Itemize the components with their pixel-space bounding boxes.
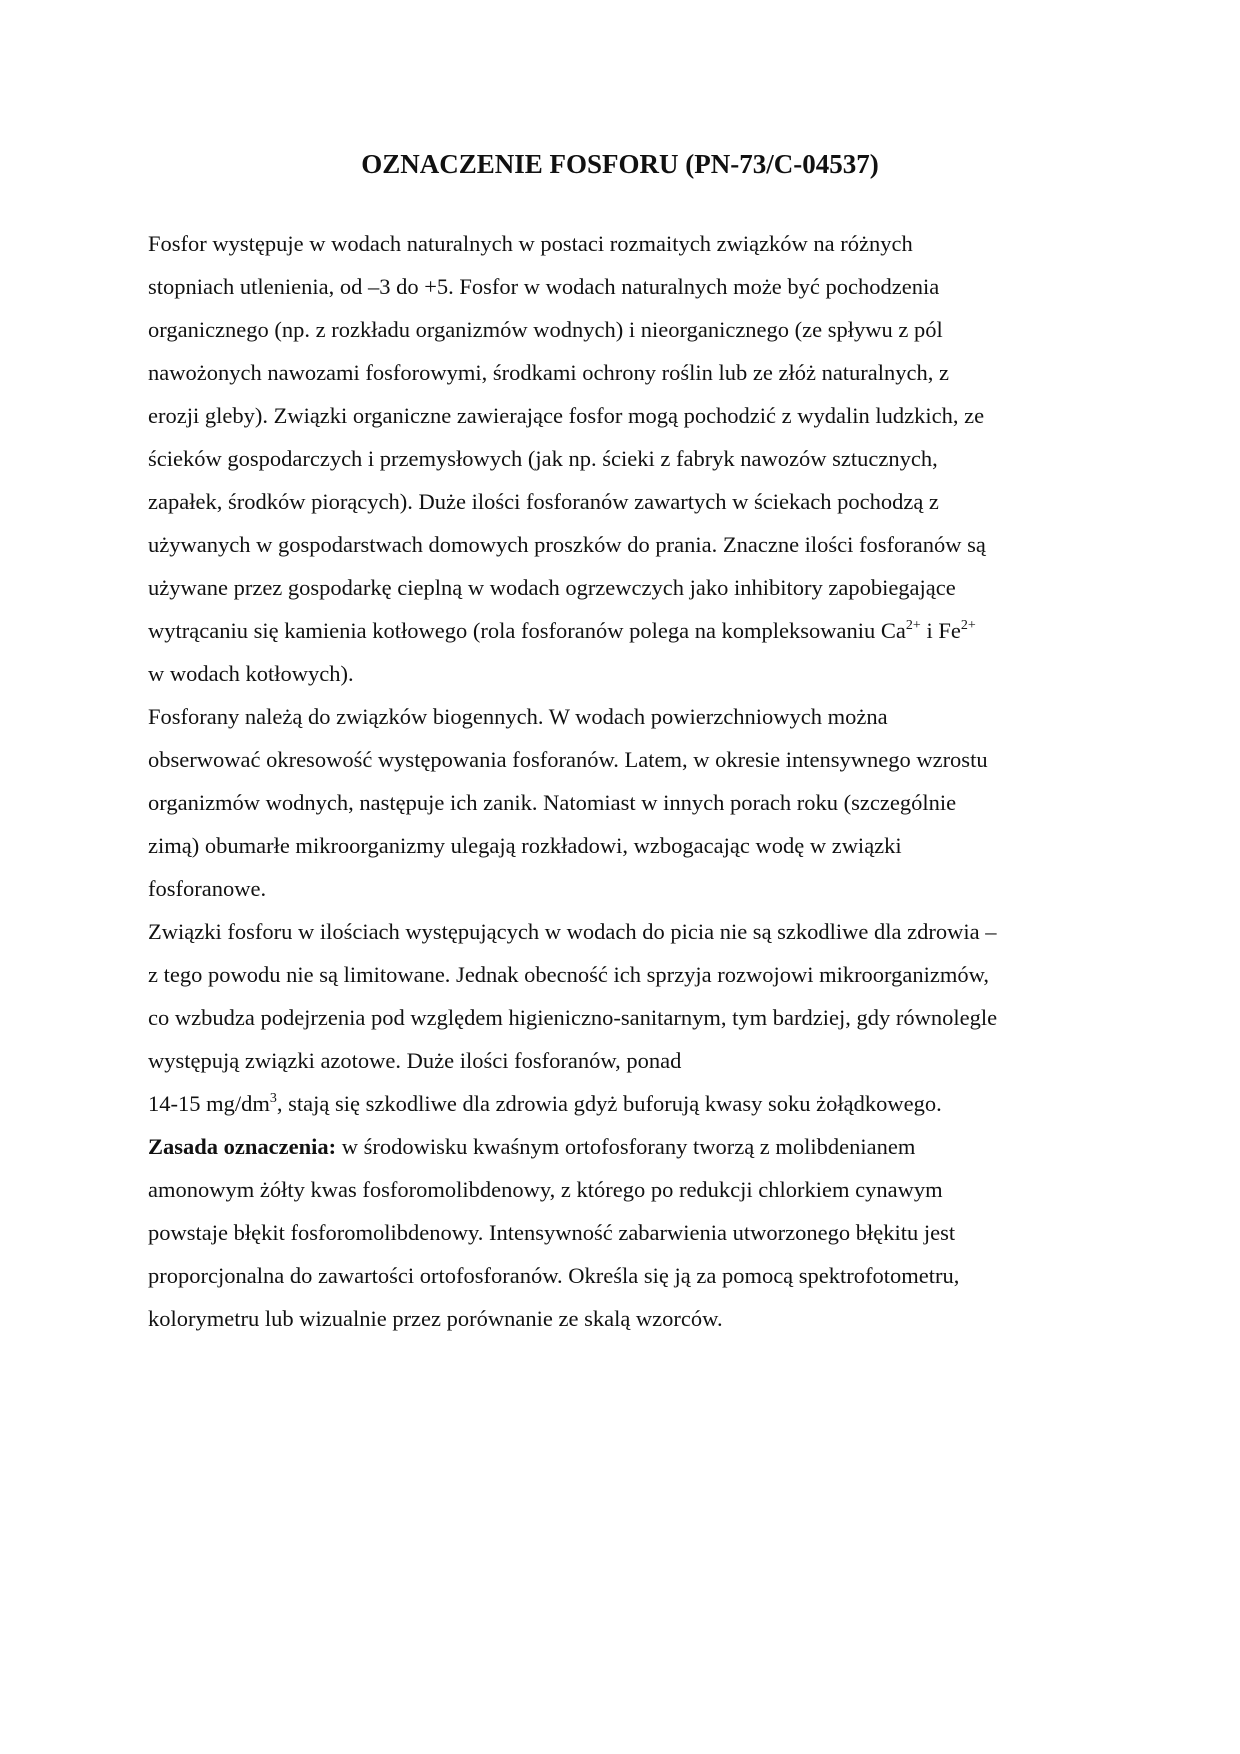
document-body xyxy=(148,222,1098,1340)
paragraph-biogenic xyxy=(148,695,1098,910)
paragraph-intro xyxy=(148,222,1098,695)
text-line xyxy=(148,1082,1098,1125)
text-line: nawożonych nawozami fosforowymi, środkami ochrony roślin lub ze złóż naturalnych, z xyxy=(148,360,950,385)
paragraph-principle xyxy=(148,1125,1098,1340)
text-line: organicznego (np. z rozkładu organizmów wodnych) i nieorganicznego (ze spływu z pól xyxy=(148,317,943,342)
text-line: obserwować okresowość występowania fosforanów. Latem, w okresie intensywnego wzrostu xyxy=(148,747,988,772)
text-line: używanych w gospodarstwach domowych proszków do prania. Znaczne ilości fosforanów są xyxy=(148,532,986,557)
text-line: używane przez gospodarkę cieplną w wodach ogrzewczych jako inhibitory zapobiegające xyxy=(148,575,956,600)
text-line: Fosfor występuje w wodach naturalnych w postaci rozmaitych związków na różnych xyxy=(148,231,913,256)
text-line: zapałek, środków piorących). Duże ilości fosforanów zawartych w ściekach pochodzą z xyxy=(148,489,939,514)
text-line: erozji gleby). Związki organiczne zawierające fosfor mogą pochodzić z wydalin ludzkich, ze xyxy=(148,403,985,428)
text-line: organizmów wodnych, następuje ich zanik. Natomiast w innych porach roku (szczególnie xyxy=(148,790,957,815)
principle-label: Zasada oznaczenia: xyxy=(148,1134,337,1159)
text-line: co wzbudza podejrzenia pod względem higieniczno-sanitarnym, tym bardziej, gdy równolegle xyxy=(148,1005,998,1030)
text-line xyxy=(148,609,1098,652)
text-segment: w środowisku kwaśnym ortofosforany tworzą z molibdenianem xyxy=(336,1134,916,1159)
text-line: powstaje błękit fosforomolibdenowy. Intensywność zabarwienia utworzonego błękitu jest xyxy=(148,1220,956,1245)
text-line: zimą) obumarłe mikroorganizmy ulegają rozkładowi, wzbogacając wodę w związki xyxy=(148,833,902,858)
text-line: kolorymetru lub wizualnie przez porównanie ze skalą wzorców. xyxy=(148,1306,723,1331)
text-line xyxy=(148,1125,1098,1168)
text-line: w wodach kotłowych). xyxy=(148,661,354,686)
text-line: proporcjonalna do zawartości ortofosforanów. Określa się ją za pomocą spektrofotometru, xyxy=(148,1263,960,1288)
text-line: Fosforany należą do związków biogennych. W wodach powierzchniowych można xyxy=(148,704,888,729)
text-line: Związki fosforu w ilościach występujących w wodach do picia nie są szkodliwe dla zdrowia – xyxy=(148,919,997,944)
superscript-charge: 2+ xyxy=(960,618,976,633)
text-line: występują związki azotowe. Duże ilości fosforanów, ponad xyxy=(148,1048,682,1073)
superscript-charge: 2+ xyxy=(905,618,921,633)
text-segment: i Fe xyxy=(920,618,961,643)
text-line: amonowym żółty kwas fosforomolibdenowy, z którego po redukcji chlorkiem cynawym xyxy=(148,1177,943,1202)
text-line: stopniach utlenienia, od –3 do +5. Fosfor w wodach naturalnych może być pochodzenia xyxy=(148,274,940,299)
text-segment: 14-15 mg/dm xyxy=(148,1091,270,1116)
superscript-exponent: 3 xyxy=(269,1091,277,1106)
document-title: OZNACZENIE FOSFORU (PN-73/C-04537) xyxy=(361,149,879,179)
text-line: ścieków gospodarczych i przemysłowych (jak np. ścieki z fabryk nawozów sztucznych, xyxy=(148,446,938,471)
paragraph-health xyxy=(148,910,1098,1125)
text-line: fosforanowe. xyxy=(148,876,267,901)
text-line: z tego powodu nie są limitowane. Jednak obecność ich sprzyja rozwojowi mikroorganizmów, xyxy=(148,962,990,987)
text-segment: wytrącaniu się kamienia kotłowego (rola fosforanów polega na kompleksowaniu Ca xyxy=(148,618,906,643)
text-segment: , stają się szkodliwe dla zdrowia gdyż buforują kwasy soku żołądkowego. xyxy=(276,1091,942,1116)
